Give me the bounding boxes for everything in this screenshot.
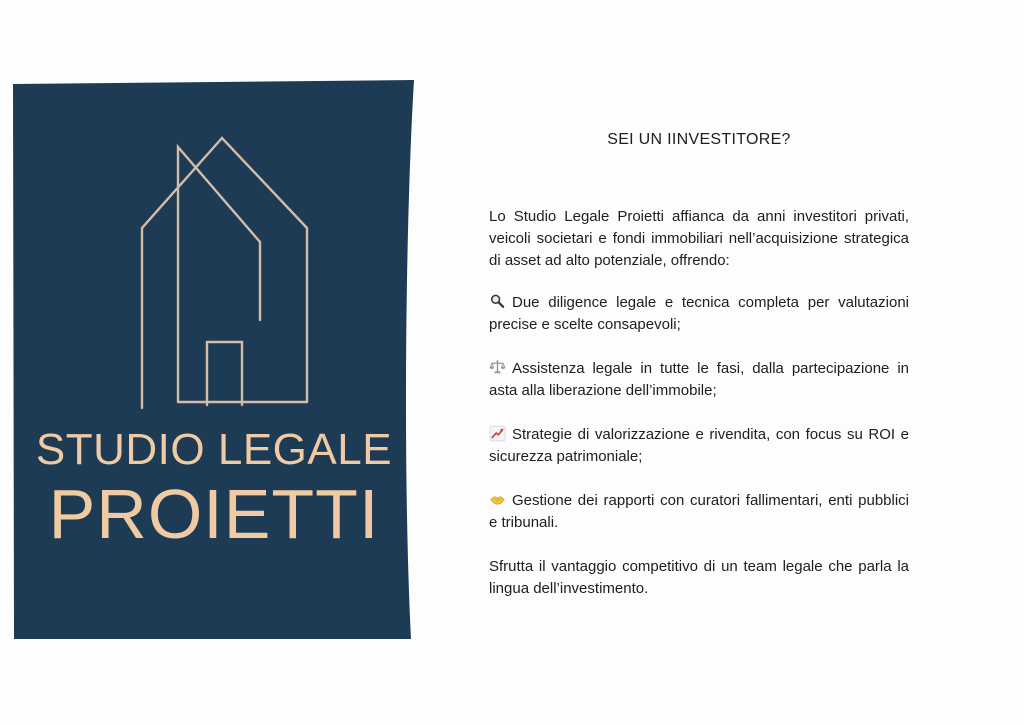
brand-panel-shape <box>13 80 415 640</box>
scales-icon <box>489 359 506 376</box>
bullet-gestione <box>489 490 909 534</box>
bullet-text: Gestione dei rapporti con curatori fallimentari, enti pubblici e tribunali. <box>489 492 909 531</box>
brand-panel <box>13 80 415 640</box>
bullet-text: Strategie di valorizzazione e rivendita, con focus su ROI e sicurezza patrimoniale; <box>489 426 909 465</box>
magnifier-icon <box>489 293 506 310</box>
intro-paragraph: Lo Studio Legale Proietti affianca da anni investitori privati, veicoli societari e fondi immobiliari nell’acquisizione strategica di asset ad alto potenziale, offrendo: <box>489 208 909 269</box>
page-title: SEI UN IINVESTITORE? <box>607 131 791 148</box>
closing-paragraph: Sfrutta il vantaggio competitivo di un team legale che parla la lingua dell’investimento. <box>489 558 909 597</box>
bullet-due-diligence <box>489 292 909 336</box>
brand-name-line1: STUDIO LEGALE <box>35 425 393 474</box>
brand-wordmark <box>13 426 415 552</box>
chart-up-icon <box>489 425 506 442</box>
bullet-text: Assistenza legale in tutte le fasi, dalla partecipazione in asta alla liberazione dell’immobile; <box>489 360 909 399</box>
panel-background <box>13 80 414 639</box>
handshake-icon <box>489 491 506 508</box>
bullet-strategie <box>489 424 909 468</box>
brand-name-line2: PROIETTI <box>48 475 380 553</box>
bullet-assistenza <box>489 358 909 402</box>
content-column <box>489 130 909 600</box>
bullet-text: Due diligence legale e tecnica completa per valutazioni precise e scelte consapevoli; <box>489 294 909 333</box>
